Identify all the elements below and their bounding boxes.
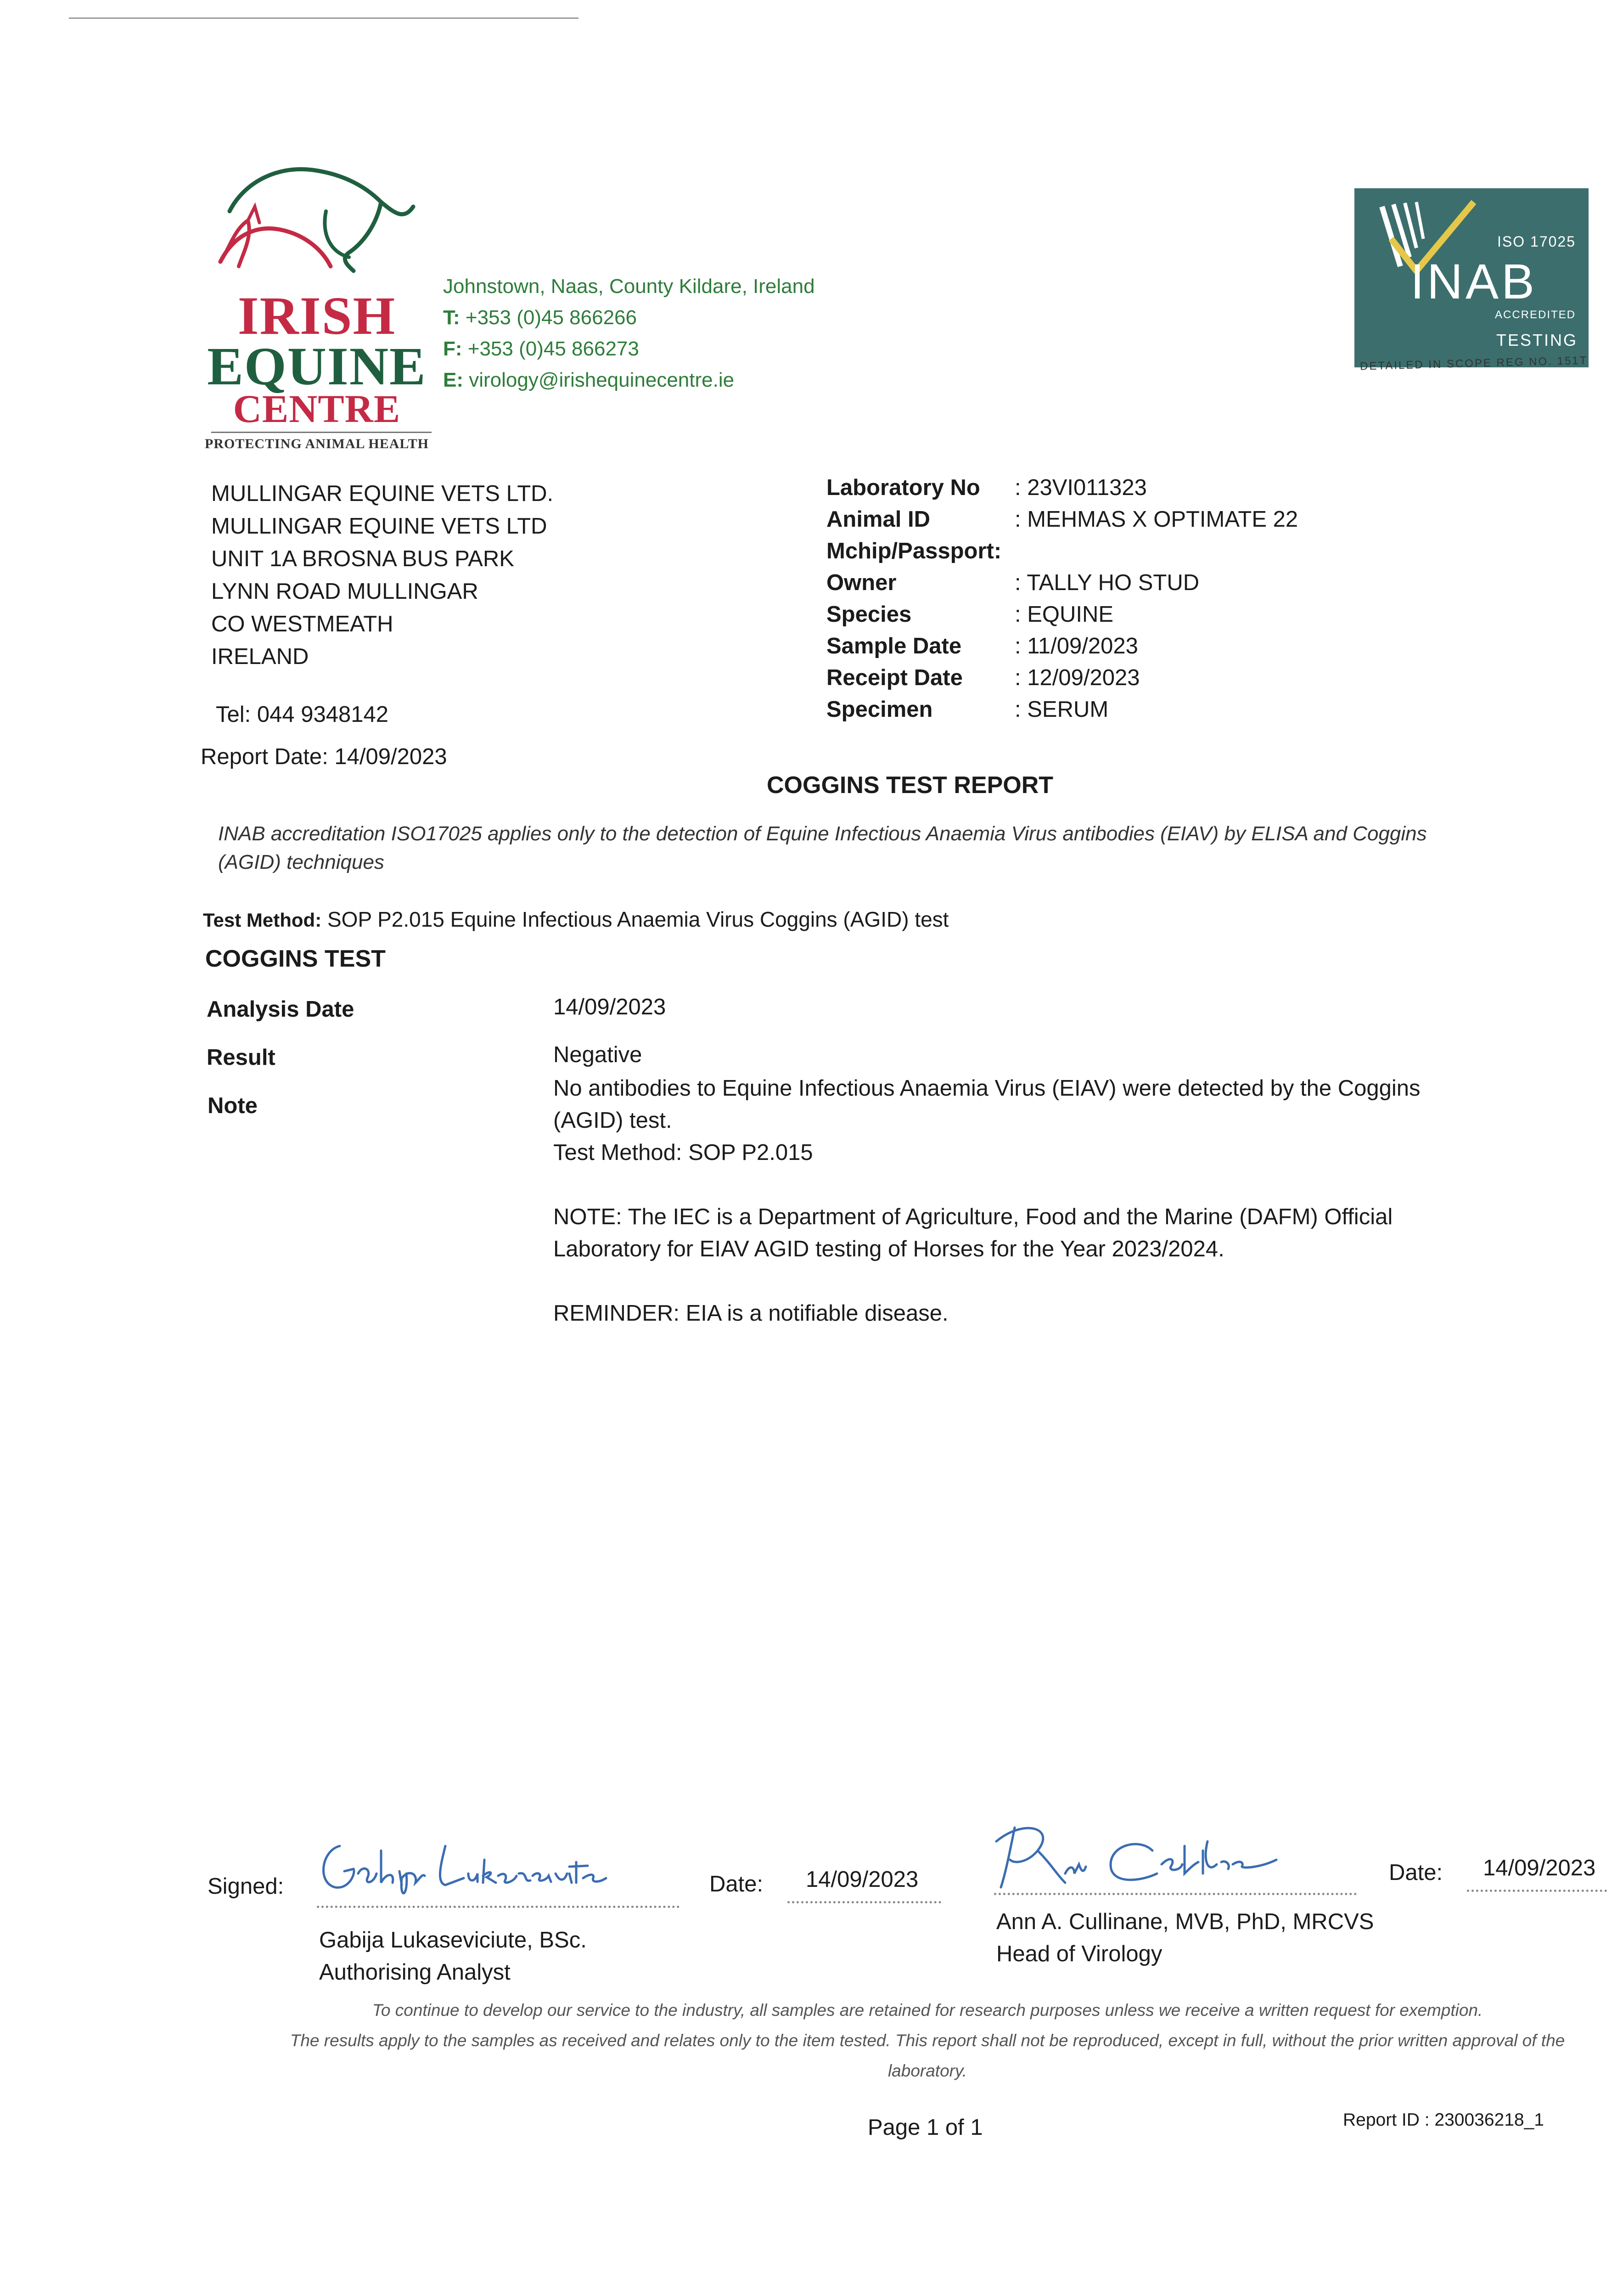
- logo-centre: CENTRE: [233, 387, 401, 431]
- analysis-date-label: Analysis Date: [207, 997, 354, 1022]
- inab-name: INAB: [1410, 253, 1538, 309]
- report-id: Report ID : 230036218_1: [1343, 2110, 1544, 2130]
- note-paragraph: NOTE: The IEC is a Department of Agriculture, Food and the Marine (DAFM) Official Laboratory for EIAV AGID testing of Horses for the Year 2023/2024.: [553, 1204, 1393, 1261]
- info-row: Animal ID : MEHMAS X OPTIMATE 22: [826, 507, 1298, 532]
- lab-address: Johnstown, Naas, County Kildare, Ireland: [443, 275, 815, 298]
- signature-line-2: [994, 1893, 1357, 1895]
- signature-analyst: [312, 1828, 624, 1906]
- address-line: IRELAND: [211, 644, 309, 669]
- signed-label: Signed:: [208, 1874, 284, 1899]
- horse-logo-icon: [211, 156, 422, 285]
- date-line-2: [1467, 1890, 1607, 1892]
- date-label-2: Date:: [1389, 1860, 1443, 1885]
- inab-testing: TESTING: [1496, 331, 1578, 349]
- inab-accredited: ACCREDITED: [1494, 309, 1576, 321]
- signature-line: [317, 1906, 680, 1908]
- lab-contact-block: [443, 271, 815, 396]
- analyst-name-block: [319, 1924, 587, 1988]
- virologist-role: Head of Virology: [996, 1941, 1162, 1966]
- note-label: Note: [208, 1093, 258, 1118]
- logo-divider: [211, 432, 432, 433]
- sample-info-table: [826, 472, 1298, 726]
- date-line-1: [787, 1901, 941, 1903]
- address-line: UNIT 1A BROSNA BUS PARK: [211, 546, 514, 571]
- address-line: MULLINGAR EQUINE VETS LTD: [211, 514, 547, 539]
- analyst-role: Authorising Analyst: [319, 1960, 511, 1985]
- info-row: Species : EQUINE: [826, 602, 1114, 627]
- date-value-2: 14/09/2023: [1483, 1856, 1596, 1880]
- note-paragraph: REMINDER: EIA is a notifiable disease.: [553, 1301, 949, 1326]
- test-method: Test Method: SOP P2.015 Equine Infectious Anaemia Virus Coggins (AGID) test: [203, 907, 949, 931]
- section-title: COGGINS TEST: [205, 945, 386, 972]
- disclaimer: [285, 1995, 1570, 2086]
- irish-equine-centre-logo: [193, 156, 441, 459]
- analysis-date-value: 14/09/2023: [553, 995, 666, 1019]
- page-number: Page 1 of 1: [868, 2115, 983, 2140]
- result-label: Result: [207, 1045, 275, 1070]
- result-value: Negative: [553, 1042, 642, 1067]
- date-label-1: Date:: [709, 1872, 764, 1896]
- address-line: MULLINGAR EQUINE VETS LTD.: [211, 481, 554, 506]
- info-row: Owner : TALLY HO STUD: [826, 570, 1200, 595]
- info-row: Sample Date : 11/09/2023: [826, 634, 1138, 658]
- inab-accreditation-badge: [1354, 188, 1589, 367]
- inab-iso: ISO 17025: [1497, 233, 1576, 250]
- logo-irish: IRISH: [237, 286, 396, 346]
- info-row: Specimen : SERUM: [826, 697, 1109, 722]
- info-row: Receipt Date : 12/09/2023: [826, 665, 1140, 690]
- address-line: LYNN ROAD MULLINGAR: [211, 579, 478, 604]
- disclaimer-line-1: To continue to develop our service to the industry, all samples are retained for research purposes unless we receive a written request for exemption.: [372, 2001, 1483, 2020]
- top-rule: [69, 17, 578, 19]
- logo-tagline: PROTECTING ANIMAL HEALTH: [205, 436, 429, 451]
- note-paragraph: No antibodies to Equine Infectious Anaemia Virus (EIAV) were detected by the Coggins (AGID) test. Test Method: SOP P2.015: [553, 1076, 1421, 1165]
- inab-scope: DETAILED IN SCOPE REG NO. 151T: [1359, 354, 1588, 373]
- accreditation-note: INAB accreditation ISO17025 applies only to the detection of Equine Infectious Anaemia Virus antibodies (EIAV) by ELISA and Coggins (AGID) techniques: [218, 822, 1427, 873]
- lab-fax: F: +353 (0)45 866273: [443, 338, 639, 360]
- recipient-address: [211, 478, 553, 673]
- recipient-tel: Tel: 044 9348142: [216, 702, 388, 727]
- note-content: [553, 1072, 1449, 1362]
- logo-equine: EQUINE: [207, 336, 427, 396]
- report-date: Report Date: 14/09/2023: [201, 744, 447, 769]
- report-title: COGGINS TEST REPORT: [767, 772, 1054, 799]
- date-value-1: 14/09/2023: [806, 1867, 919, 1892]
- address-line: CO WESTMEATH: [211, 612, 393, 636]
- disclaimer-line-2: The results apply to the samples as received and relates only to the item tested. This report shall not be reproduced, except in full, without the prior written approval of the laboratory.: [290, 2031, 1565, 2080]
- signature-head-of-virology: [987, 1809, 1354, 1896]
- lab-phone: T: +353 (0)45 866266: [443, 306, 637, 329]
- analyst-name: Gabija Lukaseviciute, BSc.: [319, 1928, 587, 1953]
- virologist-name-block: [996, 1906, 1374, 1970]
- info-row: Mchip/Passport:: [826, 539, 1002, 563]
- virologist-name: Ann A. Cullinane, MVB, PhD, MRCVS: [996, 1909, 1374, 1934]
- lab-email: E: virology@irishequinecentre.ie: [443, 369, 735, 391]
- info-row: Laboratory No : 23VI011323: [826, 475, 1147, 500]
